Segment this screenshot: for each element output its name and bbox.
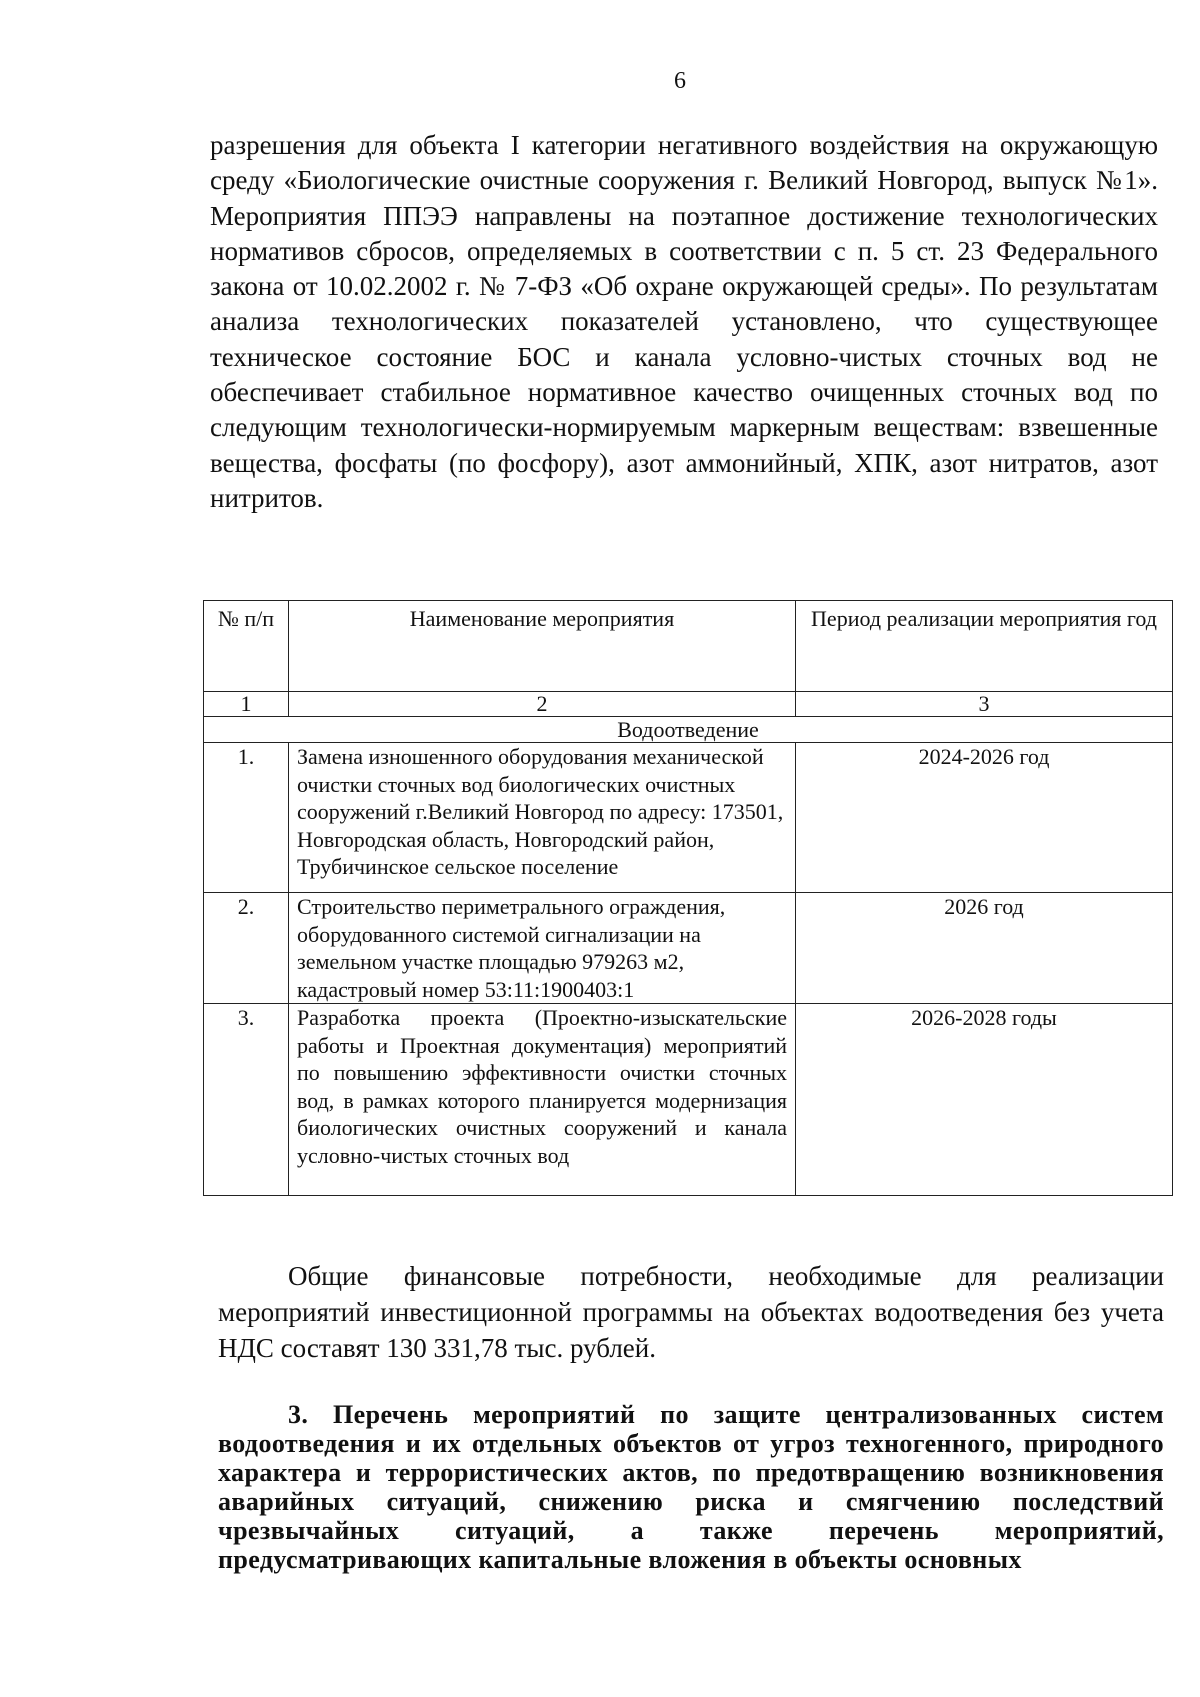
table-section-row: [204, 717, 1173, 743]
section-heading-3: [218, 1400, 1164, 1574]
table-row: [204, 1004, 1173, 1196]
section-heading-3-text: 3. Перечень мероприятий по защите централизованных систем водоотведения и их отдельных объектов от угроз техногенного, природного характера и террористических актов, по предотвращению возникновения аварийных ситуаций, снижению риска и смягчению последствий чрезвычайных ситуаций, а также перечень мероприятий, предусматривающих капитальные вложения в объекты основных: [218, 1400, 1164, 1574]
row-period: 2024-2026 год: [796, 743, 1173, 893]
header-period: Период реализации мероприятия год: [796, 601, 1173, 692]
row-name: Замена изношенного оборудования механической очистки сточных вод биологических очистных сооружений г.Великий Новгород по адресу: 173501, Новгородская область, Новгородский район, Трубичинское сельское поселение: [289, 743, 796, 893]
row-num: 1.: [204, 743, 289, 893]
column-number-1: 1: [204, 692, 289, 717]
paragraph-intro-text: разрешения для объекта I категории негативного воздействия на окружающую среду «Биологические очистные сооружения г. Великий Новгород, выпуск №1». Мероприятия ППЭЭ направлены на поэтапное достижение технологических нормативов сбросов, определяемых в соответствии с п. 5 ст. 23 Федерального закона от 10.02.2002 г. № 7-ФЗ «Об охране окружающей среды». По результатам анализа технологических показателей установлено, что существующее техническое состояние БОС и канала условно-чистых сточных вод не обеспечивает стабильное нормативное качество очищенных сточных вод по следующим технологически-нормируемым маркерным веществам: взвешенные вещества, фосфаты (по фосфору), азот аммонийный, ХПК, азот нитратов, азот нитритов.: [210, 130, 1158, 513]
paragraph-financial-text: Общие финансовые потребности, необходимые для реализации мероприятий инвестиционной программы на объектах водоотведения без учета НДС составят 130 331,78 тыс. рублей.: [218, 1261, 1164, 1363]
section-title: Водоотведение: [204, 717, 1173, 743]
header-num: № п/п: [204, 601, 289, 692]
page-number: 6: [674, 68, 686, 94]
table-column-numbers-row: [204, 692, 1173, 717]
table-header-row: [204, 601, 1173, 692]
row-period: 2026-2028 годы: [796, 1004, 1173, 1196]
row-num: 2.: [204, 893, 289, 1004]
measures-table: [203, 600, 1173, 1196]
row-num: 3.: [204, 1004, 289, 1196]
table-row: [204, 743, 1173, 893]
row-name: Разработка проекта (Проектно-изыскательские работы и Проектная документация) мероприятий по повышению эффективности очистки сточных вод, в рамках которого планируется модернизация биологических очистных сооружений и канала условно-чистых сточных вод: [289, 1004, 796, 1196]
paragraph-financial: [218, 1258, 1164, 1366]
header-name: Наименование мероприятия: [289, 601, 796, 692]
row-period: 2026 год: [796, 893, 1173, 1004]
column-number-3: 3: [796, 692, 1173, 717]
column-number-2: 2: [289, 692, 796, 717]
row-name: Строительство периметрального ограждения, оборудованного системой сигнализации на земельном участке площадью 979263 м2, кадастровый номер 53:11:1900403:1: [289, 893, 796, 1004]
table-row: [204, 893, 1173, 1004]
paragraph-intro: [210, 128, 1158, 516]
